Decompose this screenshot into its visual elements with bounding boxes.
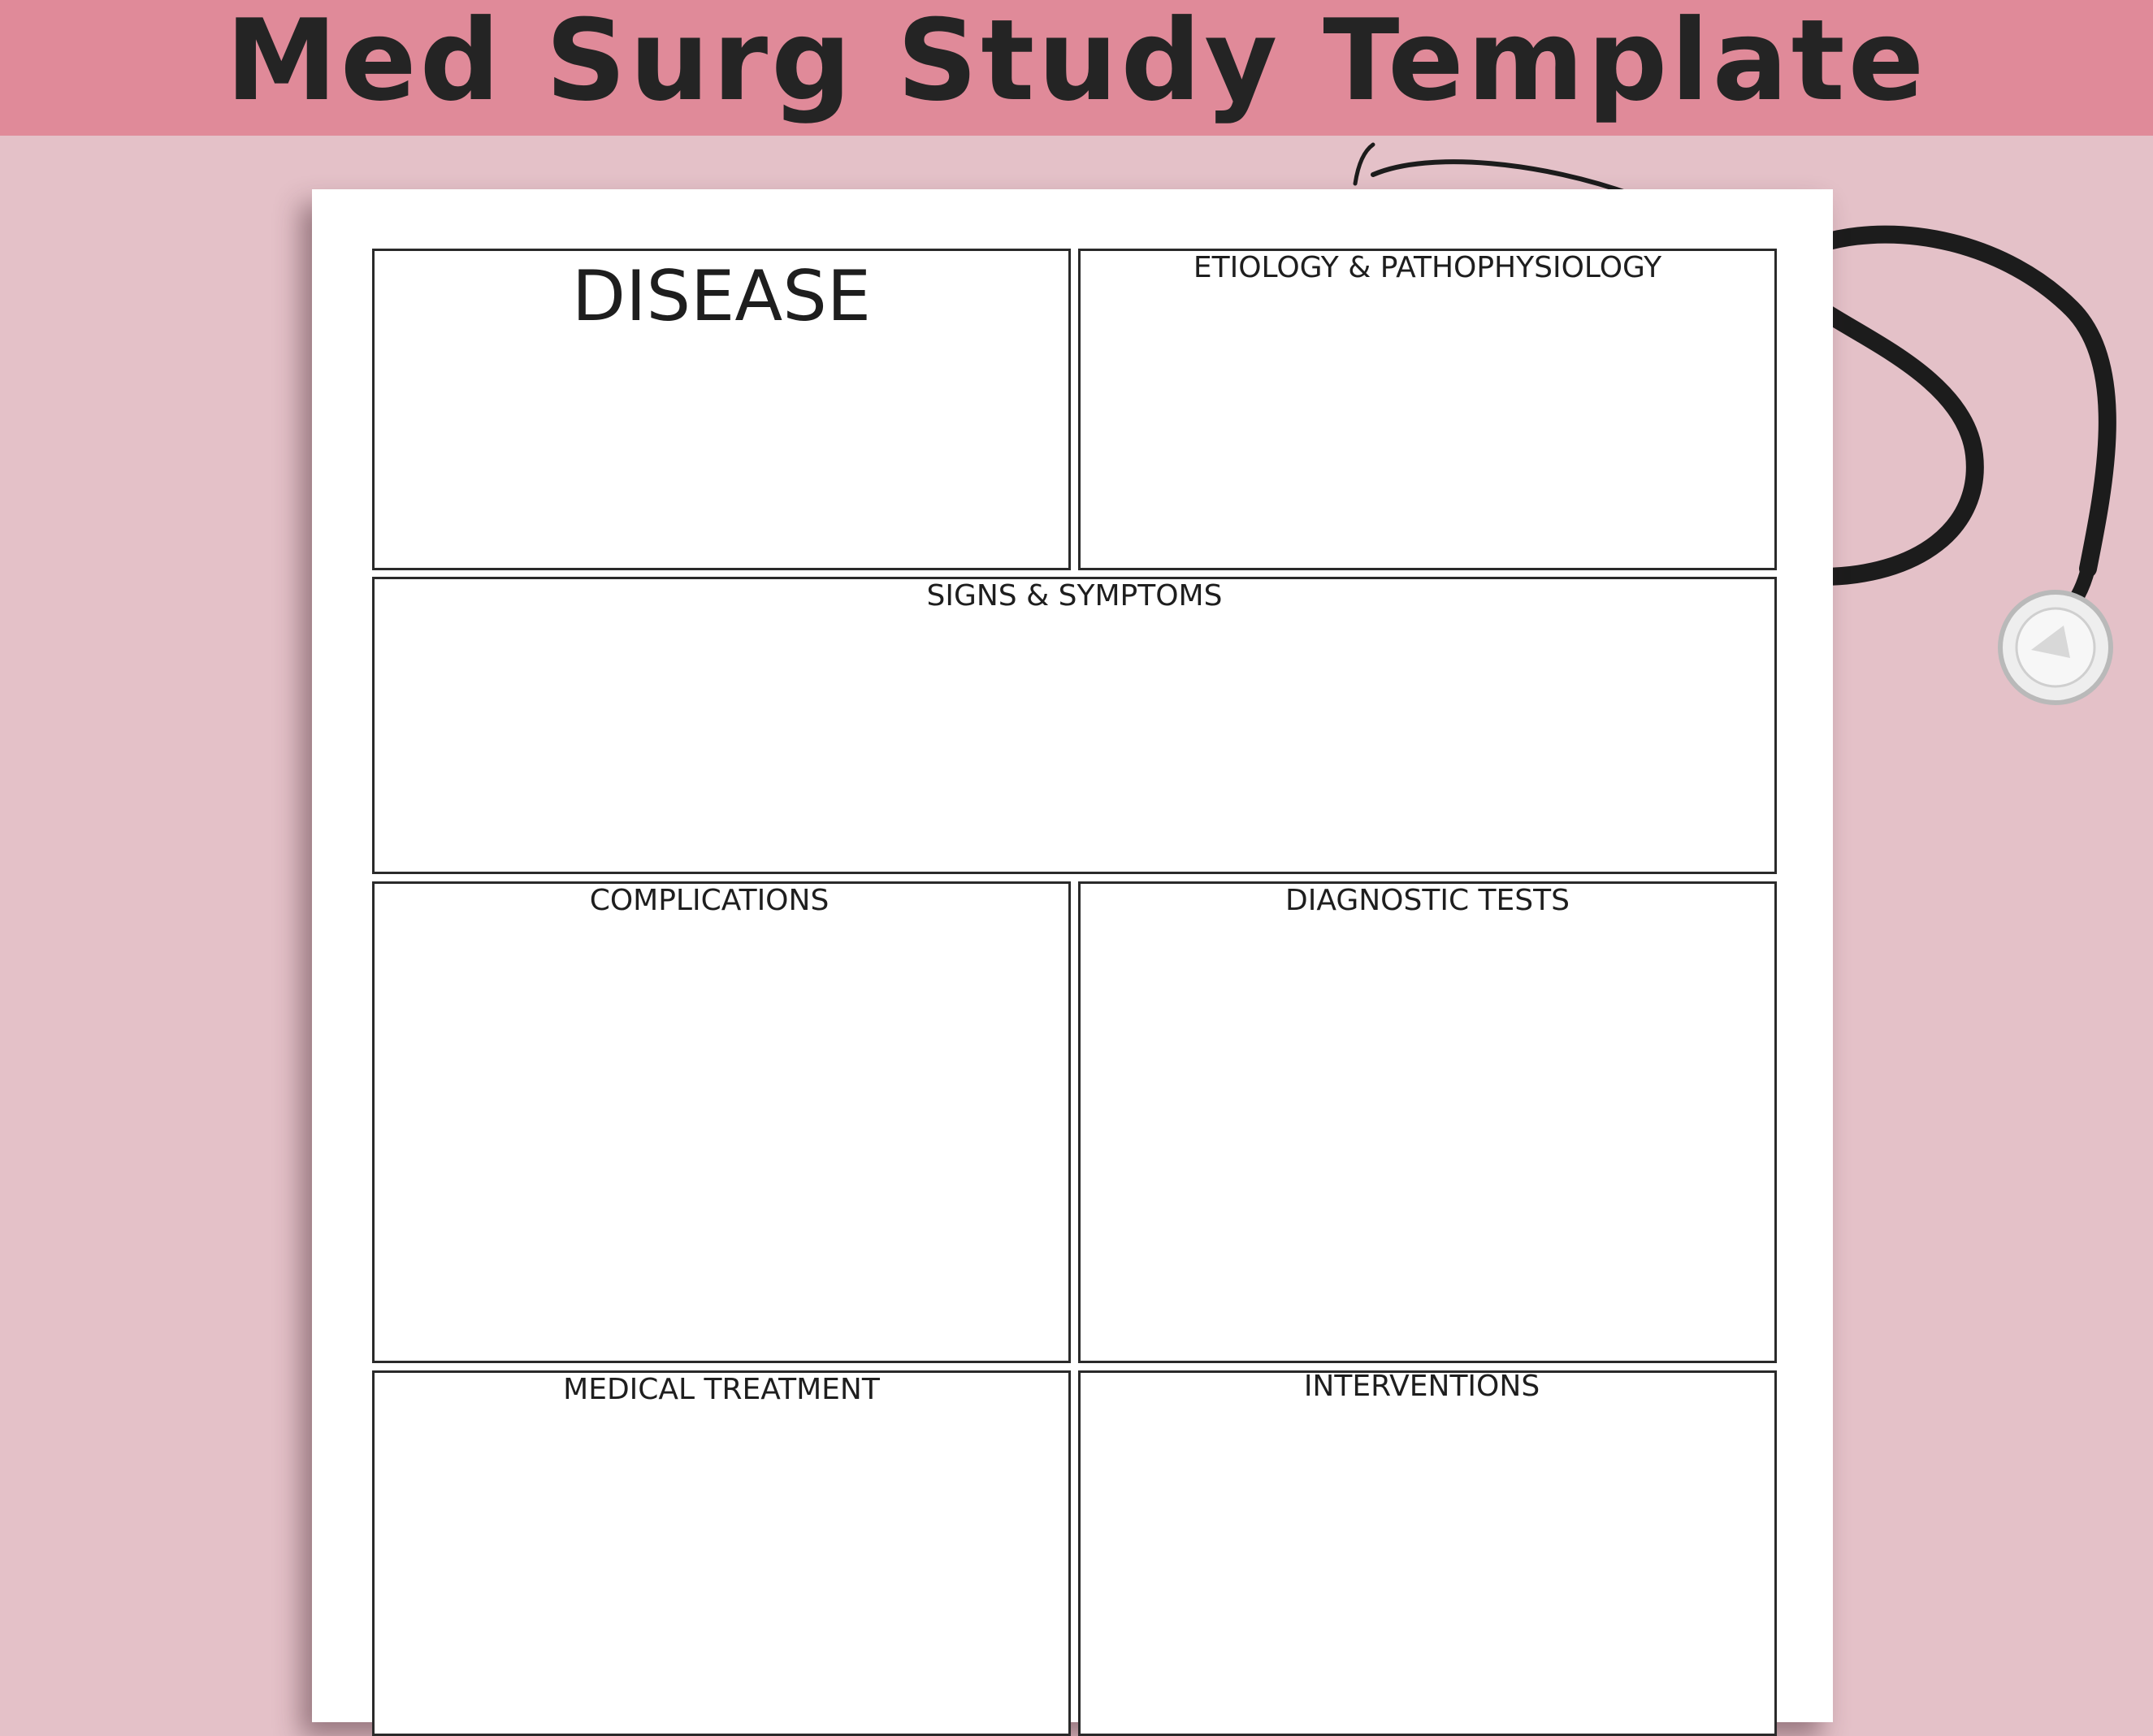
page-title: Med Surg Study Template (225, 0, 1928, 126)
etiology-label: ETIOLOGY & PATHOPHYSIOLOGY (1193, 251, 1662, 284)
diagnostic-tests-label: DIAGNOSTIC TESTS (1285, 884, 1570, 917)
stethoscope-chestpiece (2000, 592, 2111, 703)
interventions-label: INTERVENTIONS (1303, 1370, 1540, 1403)
study-worksheet (312, 189, 1833, 1722)
signs-symptoms-box (372, 577, 1777, 874)
complications-label: COMPLICATIONS (589, 884, 830, 917)
medical-treatment-label: MEDICAL TREATMENT (563, 1373, 880, 1406)
signs-symptoms-label: SIGNS & SYMPTOMS (926, 579, 1223, 613)
diagnostic-tests-box (1078, 881, 1777, 1363)
disease-label: DISEASE (571, 256, 872, 337)
interventions-box (1078, 1370, 1777, 1736)
complications-box (372, 881, 1071, 1363)
header-banner (0, 0, 2153, 136)
medical-treatment-box (372, 1370, 1071, 1736)
disease-box (372, 249, 1071, 570)
etiology-box (1078, 249, 1777, 570)
